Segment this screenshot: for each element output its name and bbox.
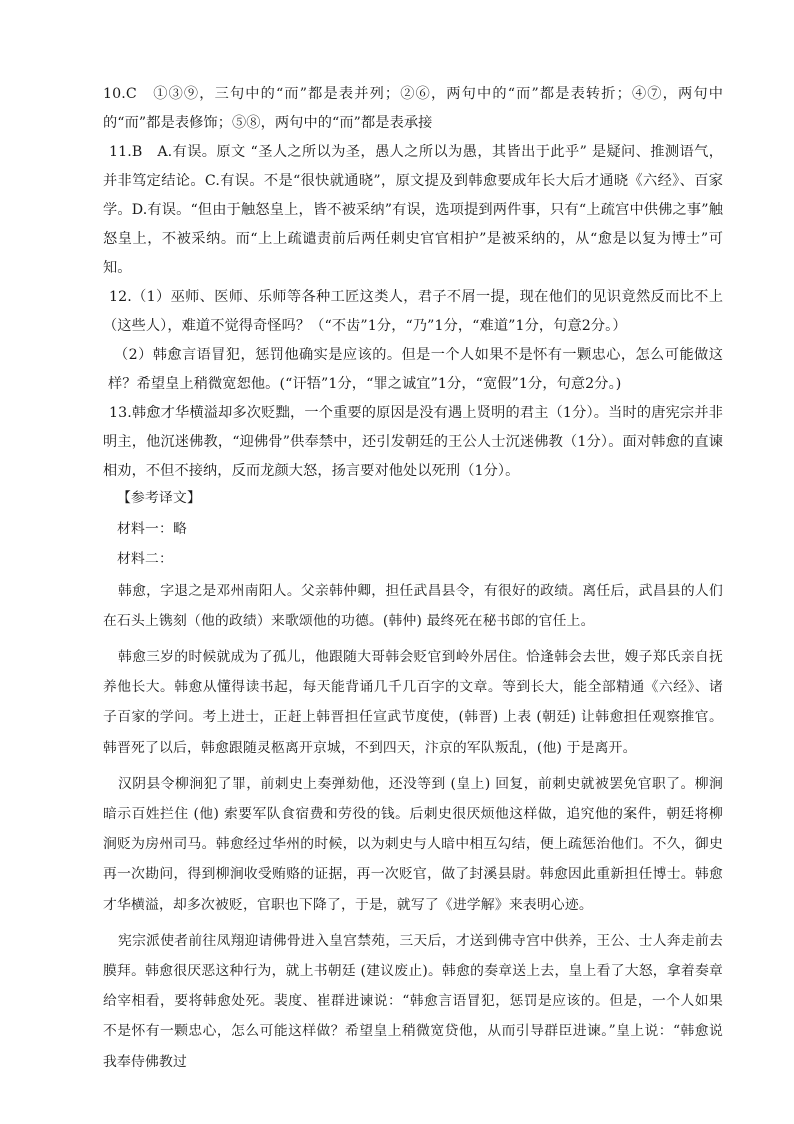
answer-12-part2: （2）韩愈言语冒犯，惩罚他确实是应该的。但是一个人如果不是怀有一颗忠心，怎么可能做这样？希望皇上稍微宽恕他。(“讦牾”1分，“罪之诚宜”1分，“宽假”1分，句意2分。) <box>108 347 723 392</box>
translation-section <box>103 483 723 1077</box>
translation-paragraph-4: 宪宗派使者前往凤翔迎请佛骨进入皇宫禁苑，三天后，才送到佛寺宫中供养，王公、士人奔走前去膜拜。韩愈很厌恶这种行为，就上书朝廷 (建议废止)。韩愈的奏章送上去，皇上看了大怒，拿着奏章给宰相看，要将韩愈处死。裴度、崔群进谏说：“韩愈言语冒犯，惩罚是应该的。但是，一个人如果不是怀有一颗忠心，怎么可能这样做？希望皇上稍微宽贷他，从而引导群臣进谏。”皇上说：“韩愈说我奉侍佛教过 <box>103 932 723 1070</box>
answer-11: 11.B A.有误。原文 “圣人之所以为圣，愚人之所以为愚，其皆出于此乎” 是疑问、推测语气，并非笃定结论。C.有误。不是“很快就通晓”，原文提及到韩愈要成年长大后才通晓《六经》、百家学。D.有误。“但由于触怒皇上，皆不被采纳”有误，选项提到两件事，只有“上疏宫中供佛之事”触怒皇上，不被采纳。而“上上疏谴责前后两任刺史官官相护”是被采纳的，从“愈是以复为博士”可知。 <box>103 144 723 276</box>
translation-paragraph-3: 汉阴县令柳涧犯了罪，前刺史上奏弹劾他，还没等到 (皇上) 回复，前刺史就被罢免官职了。柳涧暗示百姓拦住 (他) 索要军队食宿费和劳役的钱。后刺史很厌烦他这样做，追究他的案件，朝廷将柳涧贬为房州司马。韩愈经过华州的时候，以为刺史与人暗中相互勾结，便上疏惩治他们。不久，御史再一次勘问，得到柳涧收受贿赂的证据，再一次贬官，做了封溪县尉。韩愈因此重新担任博士。韩愈才华横溢，却多次被贬，官职也下降了，于是，就写了《进学解》来表明心迹。 <box>103 775 723 913</box>
translation-heading: 【参考译文】 <box>117 490 201 506</box>
translation-paragraph-2: 韩愈三岁的时候就成为了孤儿，他跟随大哥韩会贬官到岭外居住。恰逢韩会去世，嫂子郑氏亲自抚养他长大。韩愈从懂得读书起，每天能背诵几千几百字的文章。等到长大，能全部精通《六经》、诸子百家的学问。考上进士，正赶上韩晋担任宣武节度使，(韩晋) 上表 (朝廷) 让韩愈担任观察推官。韩晋死了以后，韩愈跟随灵柩离开京城，不到四天，汴京的军队叛乱，(他) 于是离开。 <box>103 649 723 756</box>
answer-section <box>103 80 723 486</box>
translation-paragraph-1: 韩愈，字退之是邓州南阳人。父亲韩仲卿，担任武昌县令，有很好的政绩。离任后，武昌县的人们在石头上镌刻（他的政绩）来歌颂他的功德。(韩仲) 最终死在秘书郎的官任上。 <box>103 582 723 629</box>
answer-12-part1: 12.（1）巫师、医师、乐师等各种工匠这类人，君子不屑一提，现在他们的见识竟然反而比不上（这些人），难道不觉得奇怪吗？（“不齿”1分，“乃”1分，“难道”1分，句意2分。） <box>103 289 723 334</box>
answer-10: 10.C ①③⑨，三句中的“而”都是表并列；②⑥，两句中的“而”都是表转折；④⑦，两句中的“而”都是表修饰；⑤⑧，两句中的“而”都是表承接 <box>103 86 723 131</box>
answer-13: 13.韩愈才华横溢却多次贬黜，一个重要的原因是没有遇上贤明的君主（1分）。当时的唐宪宗并非明主，他沉迷佛教，“迎佛骨”供奉禁中，还引发朝廷的王公人士沉迷佛教（1分）。面对韩愈的直谏相劝，不但不接纳，反而龙颜大怒，扬言要对他处以死刑（1分）。 <box>103 405 723 479</box>
material-1-label: 材料一：略 <box>117 521 187 538</box>
material-2-label: 材料二： <box>117 551 173 568</box>
